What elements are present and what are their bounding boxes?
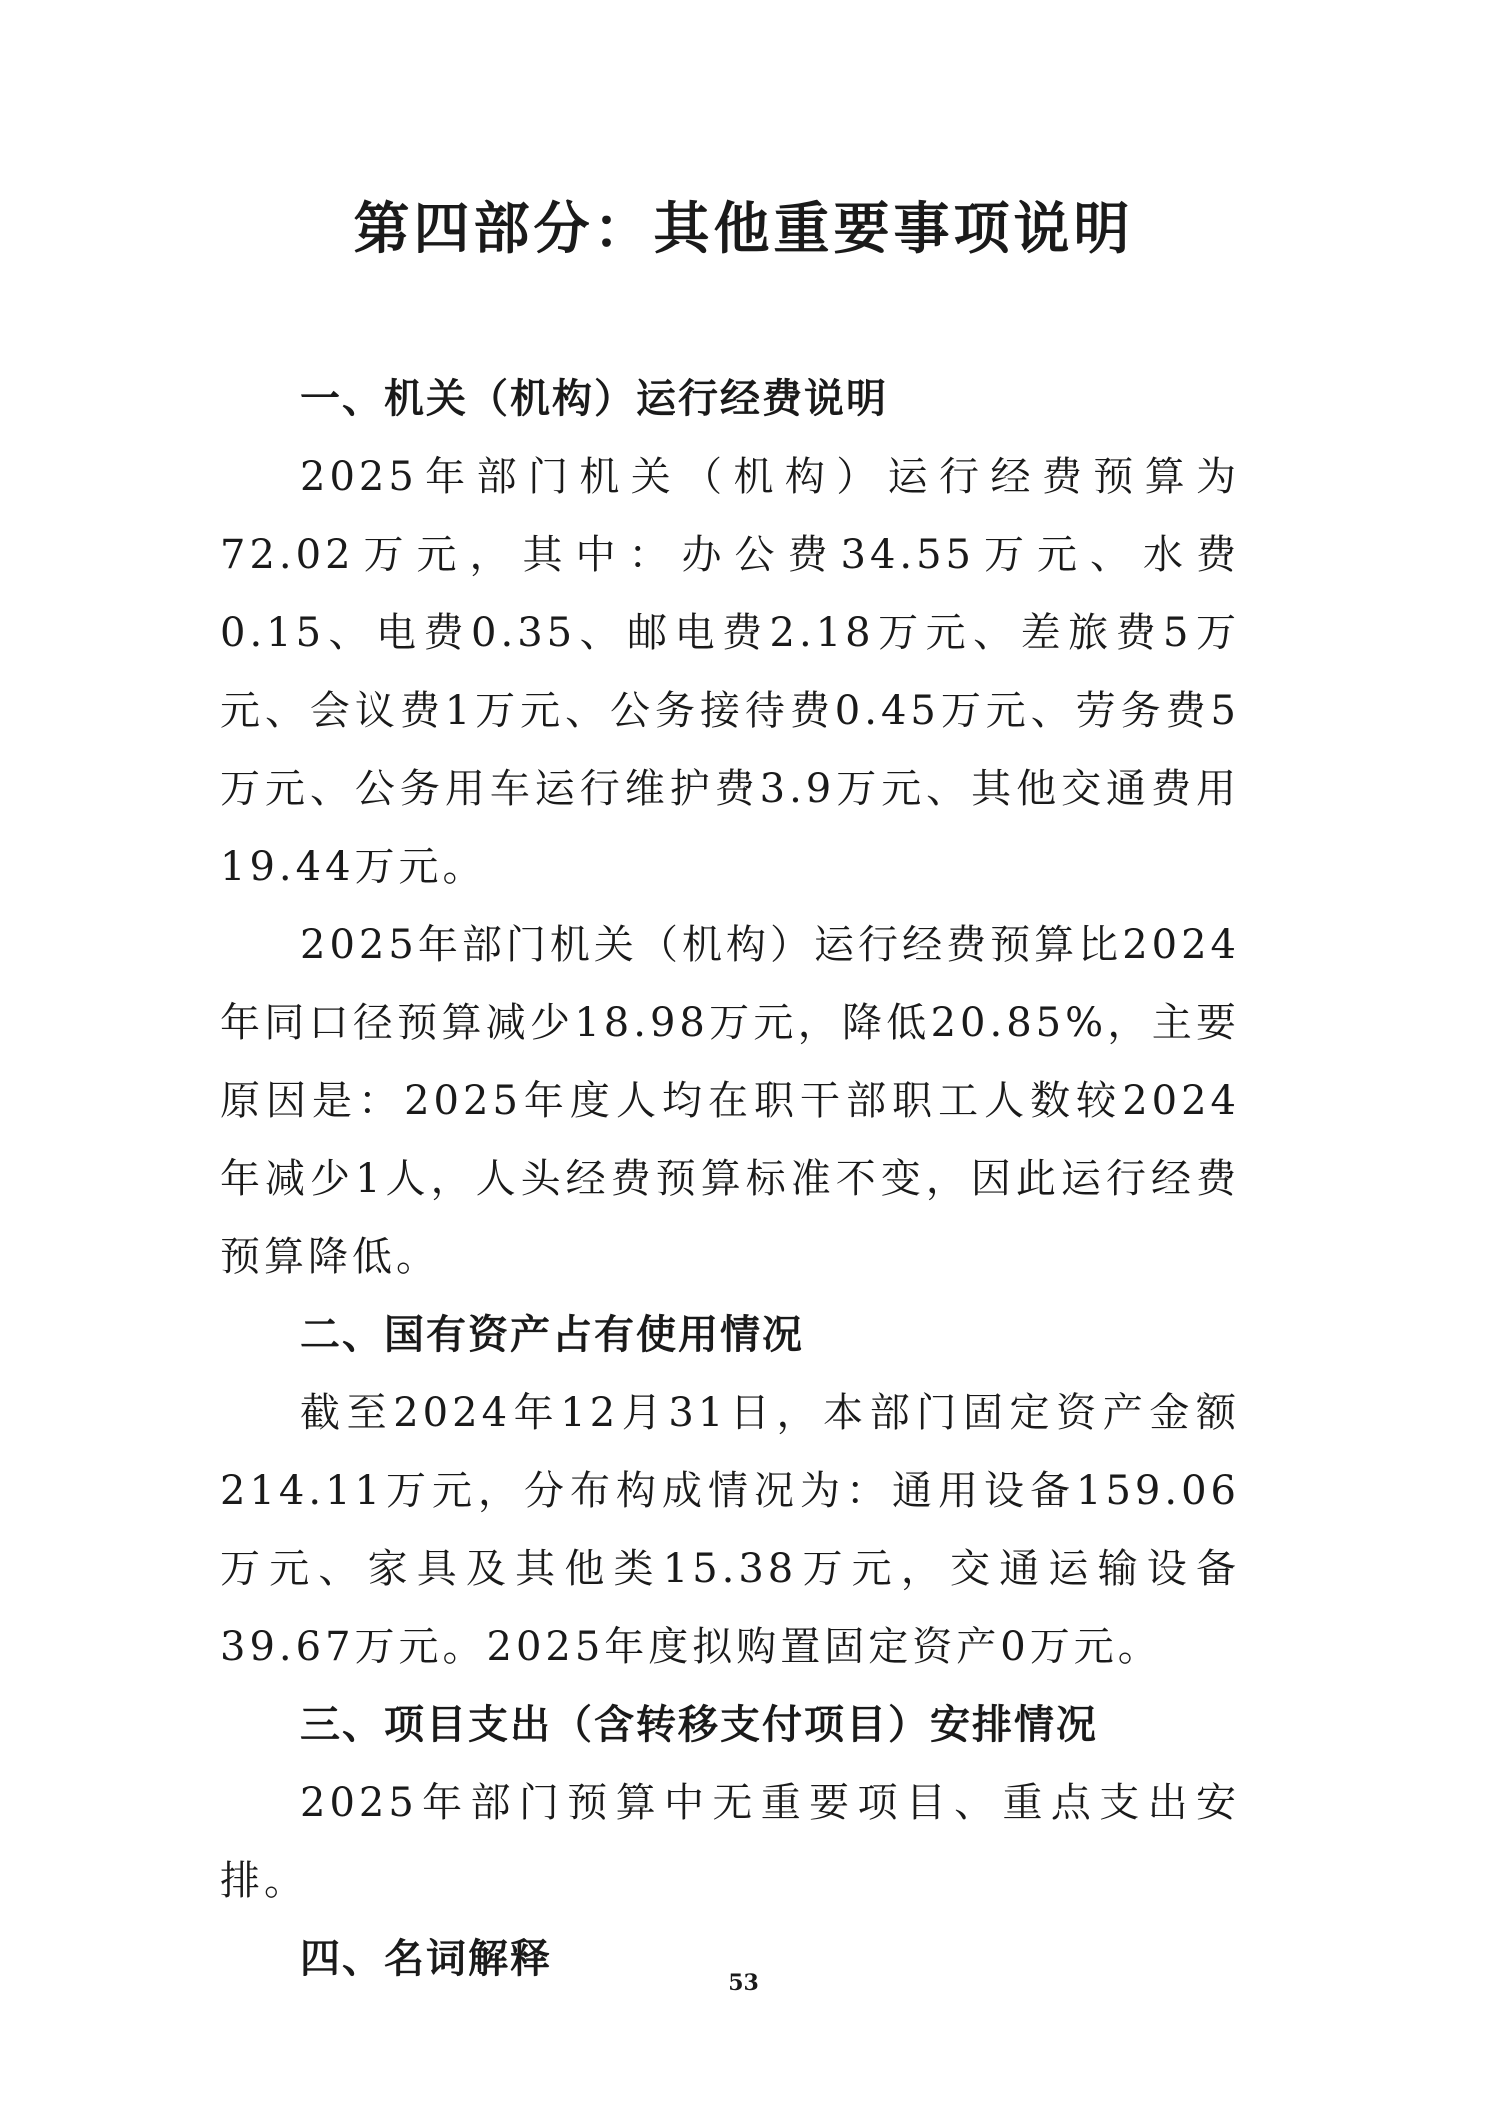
page-title: 第四部分：其他重要事项说明 — [353, 197, 1134, 262]
document-body — [220, 360, 1240, 1998]
section-3-paragraph-1: 2025年部门预算中无重要项目、重点支出安排。 — [220, 1780, 1240, 1904]
section-2-paragraph-1: 截至2024年12月31日，本部门固定资产金额214.11万元，分布构成情况为：通用设备159.06万元、家具及其他类15.38万元，交通运输设备39.67万元。2025年度拟购置固定资产0万元。 — [220, 1390, 1240, 1670]
section-1-paragraph-1: 2025年部门机关（机构）运行经费预算为72.02万元，其中：办公费34.55万元、水费0.15、电费0.35、邮电费2.18万元、差旅费5万元、会议费1万元、公务接待费0.45万元、劳务费5万元、公务用车运行维护费3.9万元、其他交通费用19.44万元。 — [220, 454, 1240, 890]
section-1-paragraph-2: 2025年部门机关（机构）运行经费预算比2024年同口径预算减少18.98万元，降低20.85%，主要原因是：2025年度人均在职干部职工人数较2024年减少1人，人头经费预算标准不变，因此运行经费预算降低。 — [220, 922, 1240, 1280]
section-heading-1: 一、机关（机构）运行经费说明 — [300, 376, 888, 422]
section-heading-4: 四、名词解释 — [300, 1936, 552, 1982]
section-heading-2: 二、国有资产占有使用情况 — [300, 1312, 804, 1358]
page-number: 53 — [728, 1970, 759, 1996]
section-heading-3: 三、项目支出（含转移支付项目）安排情况 — [300, 1702, 1098, 1748]
